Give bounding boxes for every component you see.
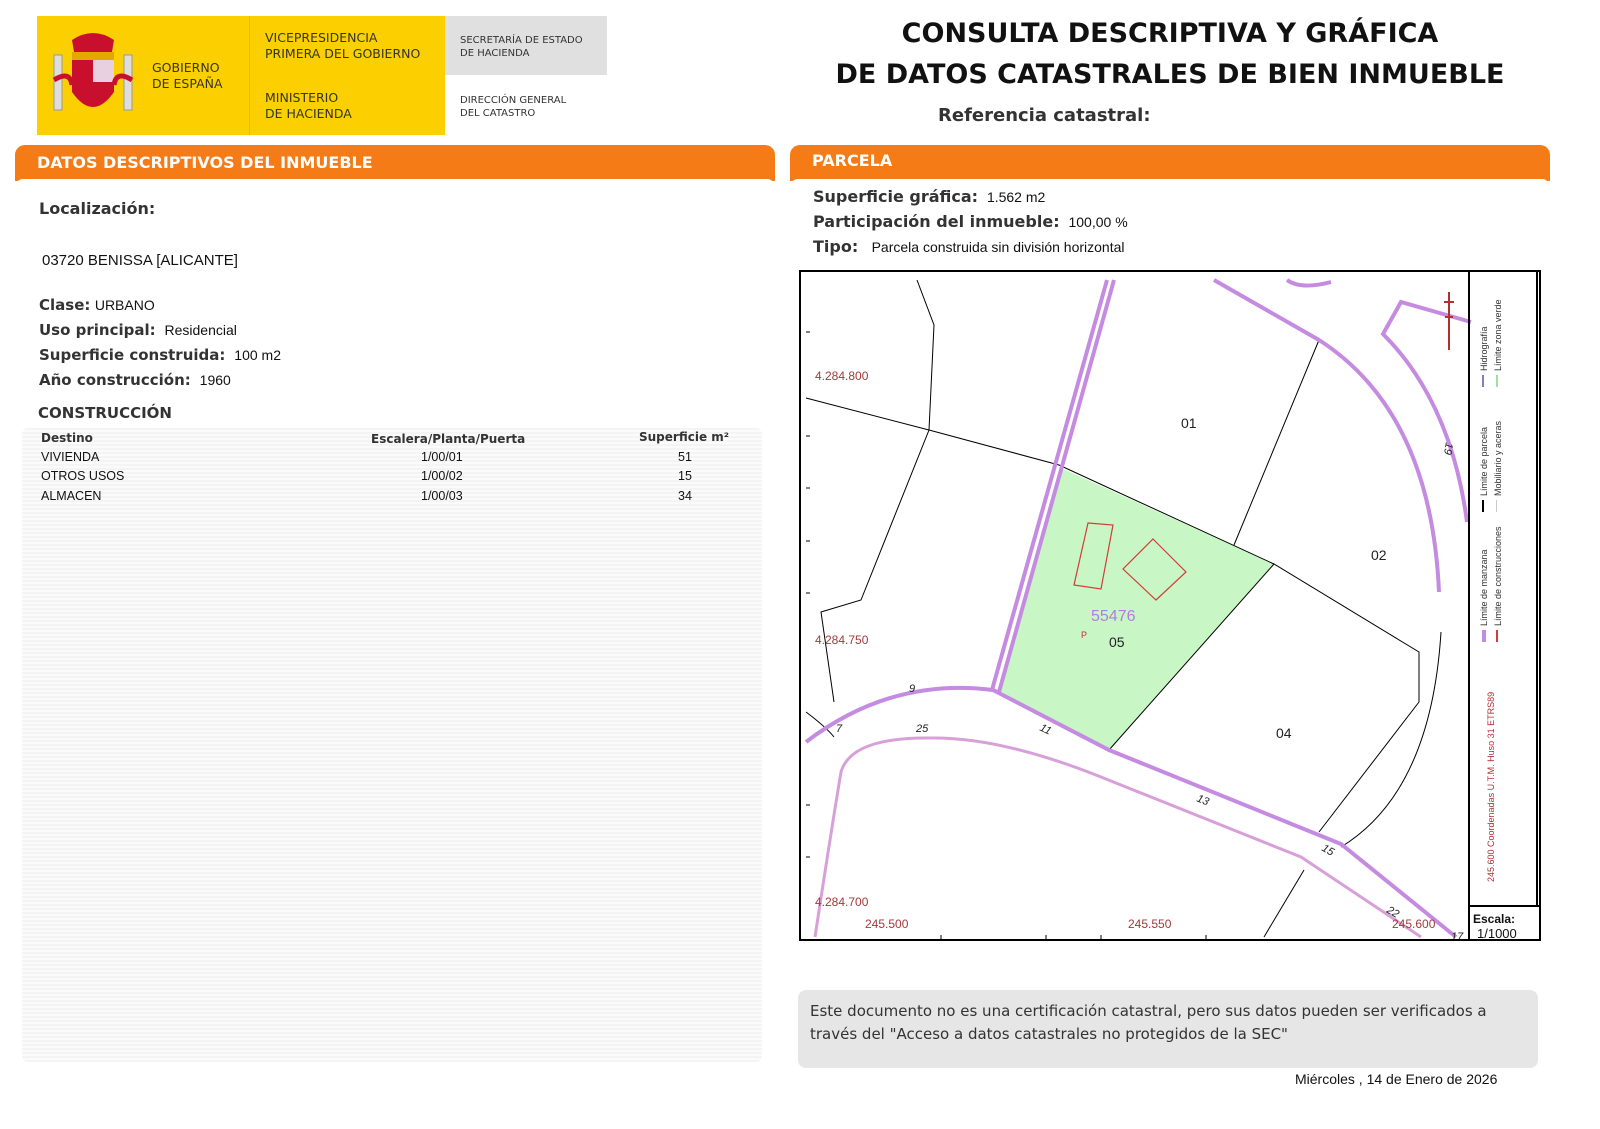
scale-label: Escala: — [1473, 912, 1516, 926]
col-destino: Destino — [41, 431, 93, 445]
date-footer: Miércoles , 14 de Enero de 2026 — [1295, 1071, 1498, 1087]
map-legend — [1479, 299, 1503, 882]
north-arrow-icon — [1444, 292, 1454, 350]
svg-text:17: 17 — [1451, 931, 1464, 939]
secretaria: SECRETARÍA DE ESTADO DE HACIENDA — [460, 35, 583, 59]
direccion: DIRECCIÓN GENERAL DEL CATASTRO — [460, 95, 567, 119]
svg-text:9: 9 — [909, 683, 916, 695]
parcel-number: 55476 — [1091, 608, 1136, 625]
lot-label: 04 — [1276, 725, 1292, 741]
svg-text:Mobiliario y aceras: Mobiliario y aceras — [1493, 420, 1503, 496]
svg-text:Límite de parcela: Límite de parcela — [1479, 426, 1489, 496]
y-coord: 4.284.700 — [815, 895, 869, 909]
x-coord: 245.600 — [1392, 917, 1436, 931]
divider — [249, 16, 250, 135]
svg-text:19: 19 — [1440, 441, 1455, 456]
coat-of-arms-icon — [50, 30, 136, 118]
section-header-datos: DATOS DESCRIPTIVOS DEL INMUEBLE — [15, 145, 775, 181]
y-coord: 4.284.750 — [815, 633, 869, 647]
page-title-line2: DE DATOS CATASTRALES DE BIEN INMUEBLE — [835, 59, 1505, 90]
parcel-sub-label: 05 — [1109, 634, 1125, 650]
vicepresidencia: VICEPRESIDENCIA PRIMERA DEL GOBIERNO — [265, 30, 421, 61]
parcel-marker: P — [1081, 630, 1088, 640]
tipo-row: Tipo: Parcela construida sin división horizontal — [813, 237, 1125, 256]
col-superficie: Superficie m² — [639, 430, 730, 444]
uso-row: Uso principal: Residencial — [39, 321, 237, 339]
svg-text:Hidrografía: Hidrografía — [1479, 326, 1489, 371]
svg-text:Límite de construcciones: Límite de construcciones — [1493, 526, 1503, 626]
x-coord: 245.550 — [1128, 917, 1172, 931]
clase-row: Clase: URBANO — [39, 296, 155, 314]
svg-text:11: 11 — [1037, 721, 1054, 738]
lot-label: 02 — [1371, 547, 1387, 563]
page-title-line1: CONSULTA DESCRIPTIVA Y GRÁFICA — [901, 18, 1439, 49]
superficie-row: Superficie construida: 100 m2 — [39, 346, 281, 364]
parcel-area — [998, 468, 1274, 750]
x-coord: 245.500 — [865, 917, 909, 931]
svg-text:Límite de manzana: Límite de manzana — [1479, 549, 1489, 626]
cadastral-map[interactable] — [799, 270, 1541, 941]
anio-row: Año construcción: 1960 — [39, 371, 231, 389]
disclaimer-note: Este documento no es una certificación catastral, pero sus datos pueden ser verificados a través del "Acceso a datos catastrales no protegidos de la SEC" — [798, 990, 1538, 1068]
localizacion-value: 03720 BENISSA [ALICANTE] — [42, 252, 238, 269]
svg-text:15: 15 — [1319, 842, 1337, 859]
construction-table: Destino Escalera/Planta/Puerta Superficie m² VIVIENDA 1/00/01 51 OTROS USOS 1/00/02 15 ALMACEN 1/00/03 34 — [22, 428, 762, 1062]
ministerio: MINISTERIO DE HACIENDA — [265, 90, 352, 121]
gov-name: GOBIERNO DE ESPAÑA — [152, 60, 223, 91]
svg-text:22: 22 — [1384, 904, 1402, 921]
lot-label: 01 — [1181, 415, 1197, 431]
col-escalera: Escalera/Planta/Puerta — [371, 432, 526, 446]
participacion-row: Participación del inmueble: 100,00 % — [813, 212, 1128, 231]
y-coord: 4.284.800 — [815, 369, 869, 383]
superficie-grafica-row: Superficie gráfica: 1.562 m2 — [813, 187, 1046, 206]
svg-text:7: 7 — [836, 723, 843, 735]
coord-note: 245.600 Coordenadas U.T.M. Huso 31 ETRS89 — [1486, 691, 1496, 882]
scale-value: 1/1000 — [1477, 926, 1517, 939]
svg-text:25: 25 — [916, 723, 929, 735]
section-header-parcela: PARCELA — [790, 145, 1550, 181]
referencia-label: Referencia catastral: — [938, 105, 1151, 126]
construccion-heading: CONSTRUCCIÓN — [38, 404, 172, 422]
localizacion-label: Localización: — [39, 199, 156, 218]
svg-text:Límite zona verde: Límite zona verde — [1493, 299, 1503, 371]
map-drawing — [801, 272, 1539, 939]
svg-text:13: 13 — [1194, 792, 1211, 809]
